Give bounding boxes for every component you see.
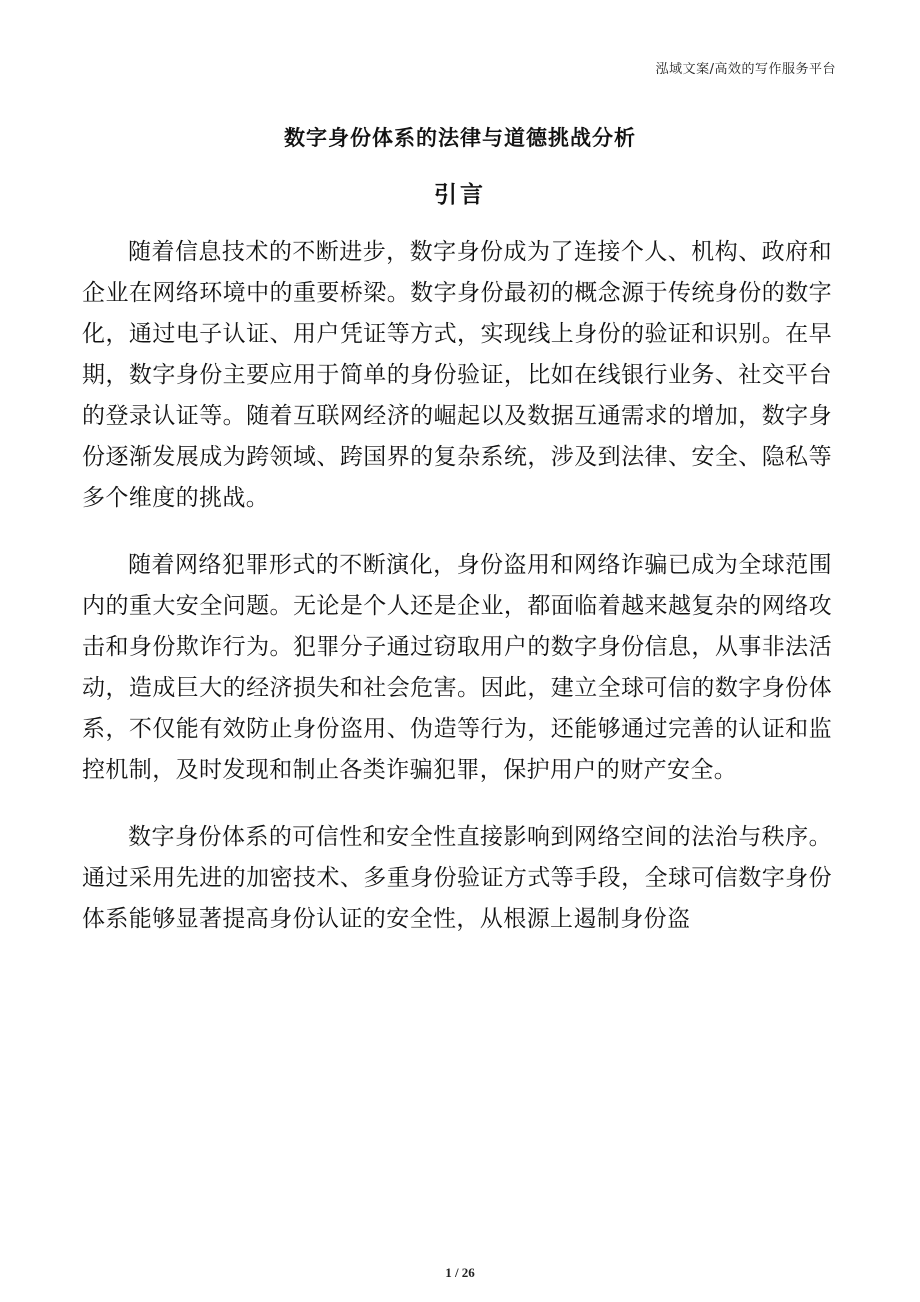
paragraph-1: 随着信息技术的不断进步，数字身份成为了连接个人、机构、政府和企业在网络环境中的重要桥梁。数字身份最初的概念源于传统身份的数字化，通过电子认证、用户凭证等方式，实现线上身份的验证和识别。在早期，数字身份主要应用于简单的身份验证，比如在线银行业务、社交平台的登录认证等。随着互联网经济的崛起以及数据互通需求的增加，数字身份逐渐发展成为跨领域、跨国界的复杂系统，涉及到法律、安全、隐私等多个维度的挑战。 <box>82 239 832 511</box>
paragraph-3: 数字身份体系的可信性和安全性直接影响到网络空间的法治与秩序。通过采用先进的加密技术、多重身份验证方式等手段，全球可信数字身份体系能够显著提高身份认证的安全性，从根源上遏制身份盗 <box>82 824 832 932</box>
document-body <box>82 232 832 966</box>
page-number: 1 / 26 <box>445 1265 475 1280</box>
paragraph-2: 随着网络犯罪形式的不断演化，身份盗用和网络诈骗已成为全球范围内的重大安全问题。无论是个人还是企业，都面临着越来越复杂的网络攻击和身份欺诈行为。犯罪分子通过窃取用户的数字身份信息，从事非法活动，造成巨大的经济损失和社会危害。因此，建立全球可信的数字身份体系，不仅能有效防止身份盗用、伪造等行为，还能够通过完善的认证和监控机制，及时发现和制止各类诈骗犯罪，保护用户的财产安全。 <box>82 552 832 783</box>
document-title: 数字身份体系的法律与道德挑战分析 <box>284 126 636 150</box>
header-platform-label: 泓域文案/高效的写作服务平台 <box>655 62 836 77</box>
section-heading-introduction: 引言 <box>434 182 486 208</box>
